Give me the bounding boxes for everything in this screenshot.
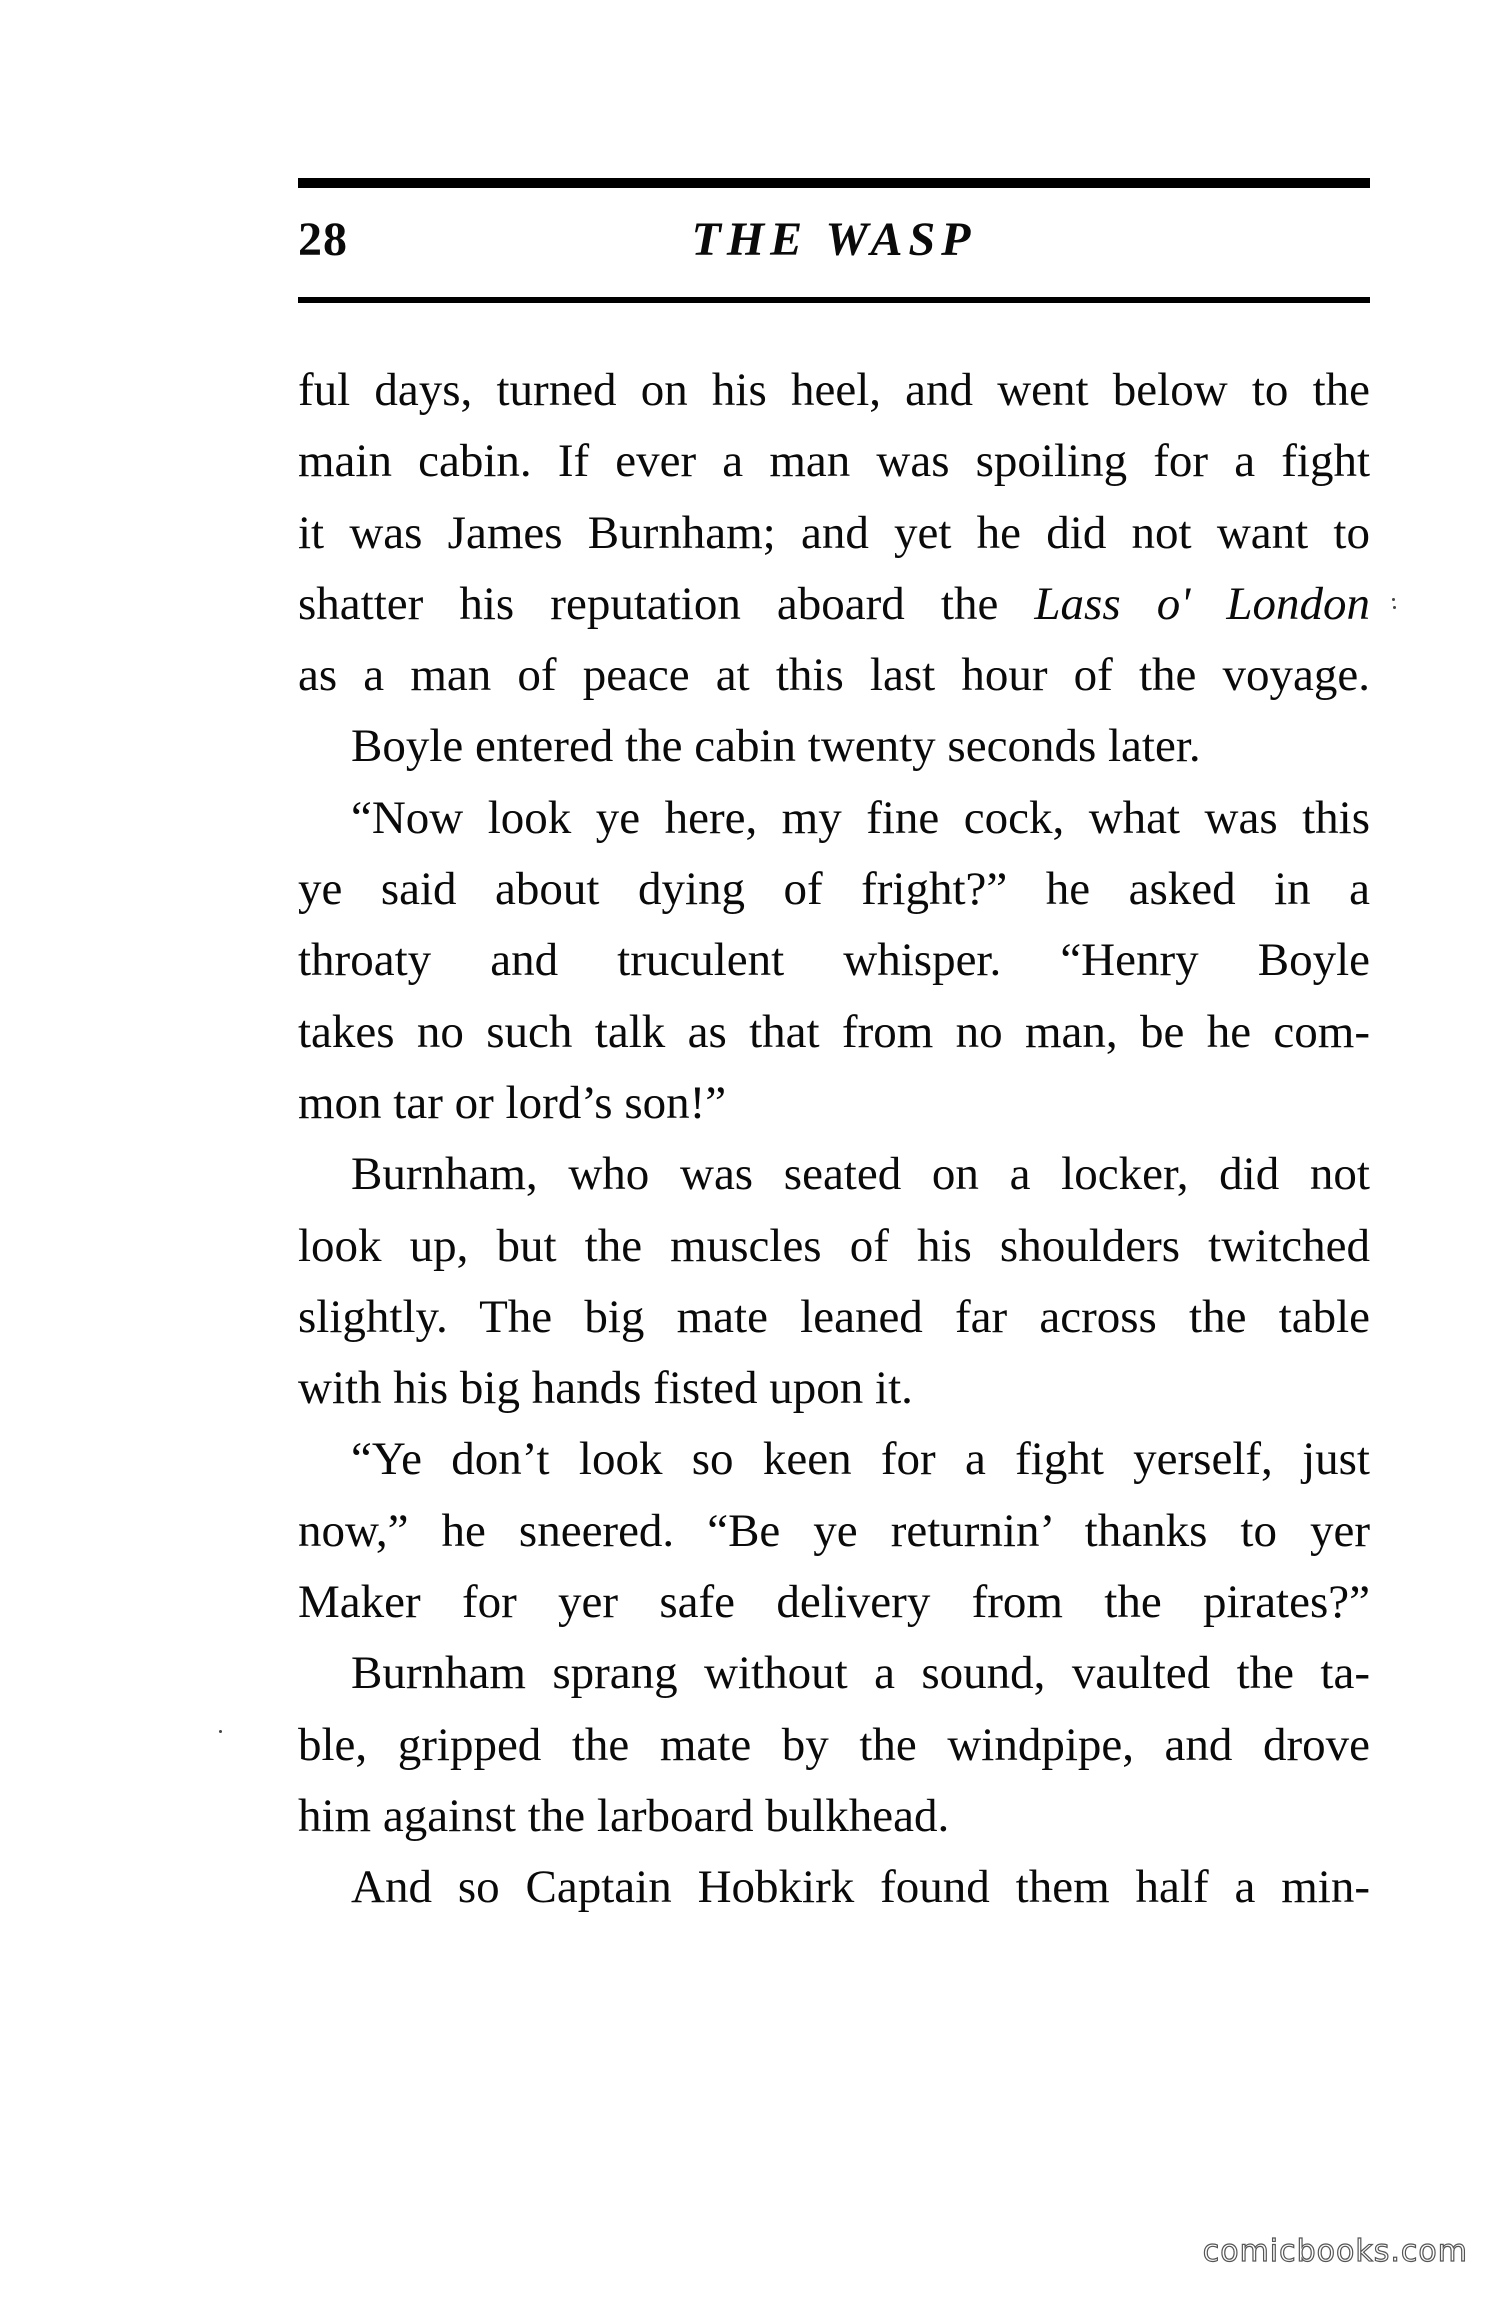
page-header <box>298 212 1370 282</box>
text-line <box>298 640 1370 711</box>
text-line <box>298 1139 1370 1210</box>
print-speck <box>1393 606 1396 609</box>
text-line <box>298 498 1370 569</box>
text-line <box>298 854 1370 925</box>
text-line <box>298 711 1370 782</box>
text-line-content: mon tar or lord’s son!” <box>298 1076 727 1129</box>
text-line <box>298 569 1370 640</box>
text-line <box>298 1710 1370 1781</box>
text-line-content: look up, but the muscles of his shoulders twitched <box>298 1219 1370 1272</box>
text-line <box>298 355 1370 426</box>
text-line-content: “Now look ye here, my fine cock, what was this <box>351 791 1370 844</box>
text-line-content: Maker for yer safe delivery from the pirates?” <box>298 1576 1370 1629</box>
text-line <box>298 783 1370 854</box>
text-line-content: with his big hands fisted upon it. <box>298 1362 913 1415</box>
text-line <box>298 1852 1370 1923</box>
text-line-content: Boyle entered the cabin twenty seconds later. <box>351 720 1201 773</box>
text-line-content: “Ye don’t look so keen for a fight yerself, just <box>351 1433 1370 1486</box>
text-line <box>298 426 1370 497</box>
text-line <box>298 1282 1370 1353</box>
text-line <box>298 1638 1370 1709</box>
text-line-content: Burnham, who was seated on a locker, did not <box>351 1148 1370 1201</box>
text-line-content: now,” he sneered. “Be ye returnin’ thanks to yer <box>298 1504 1370 1557</box>
running-title: THE WASP <box>691 213 977 266</box>
text-line-content: ble, gripped the mate by the windpipe, and drove <box>298 1718 1370 1771</box>
header-rule-top <box>298 178 1370 188</box>
text-line <box>298 1781 1370 1852</box>
ship-name: Lass o' London <box>1034 577 1371 630</box>
print-speck <box>1392 598 1395 601</box>
text-line <box>298 997 1370 1068</box>
text-line <box>298 1353 1370 1424</box>
text-line-content: Burnham sprang without a sound, vaulted the ta- <box>351 1647 1370 1700</box>
text-line <box>298 1424 1370 1495</box>
text-line <box>298 1068 1370 1139</box>
text-line-content: him against the larboard bulkhead. <box>298 1789 950 1842</box>
text-line-content: And so Captain Hobkirk found them half a min- <box>351 1861 1370 1914</box>
text-line-content: slightly. The big mate leaned far across the table <box>298 1290 1370 1343</box>
print-speck <box>219 1730 222 1733</box>
text-line-content: takes no such talk as that from no man, be he com- <box>298 1005 1370 1058</box>
text-line <box>298 925 1370 996</box>
text-line-content: ye said about dying of fright?” he asked in a <box>298 863 1370 916</box>
text-line-content: ful days, turned on his heel, and went below to the <box>298 364 1370 416</box>
text-line-content: throaty and truculent whisper. “Henry Boyle <box>298 934 1370 987</box>
text-line-content: shatter his reputation aboard the <box>298 577 999 630</box>
text-line <box>298 1211 1370 1282</box>
text-line <box>298 1496 1370 1567</box>
text-line-content: it was James Burnham; and yet he did not want to <box>298 506 1370 559</box>
body-text <box>298 355 1370 1924</box>
text-line-content: main cabin. If ever a man was spoiling for a fight <box>298 435 1370 488</box>
page-number: 28 <box>298 213 348 266</box>
header-rule-bottom <box>298 297 1370 303</box>
text-line <box>298 1567 1370 1638</box>
watermark: comicbooks.com <box>1202 2234 1468 2269</box>
text-line-content: as a man of peace at this last hour of the voyage. <box>298 649 1370 702</box>
